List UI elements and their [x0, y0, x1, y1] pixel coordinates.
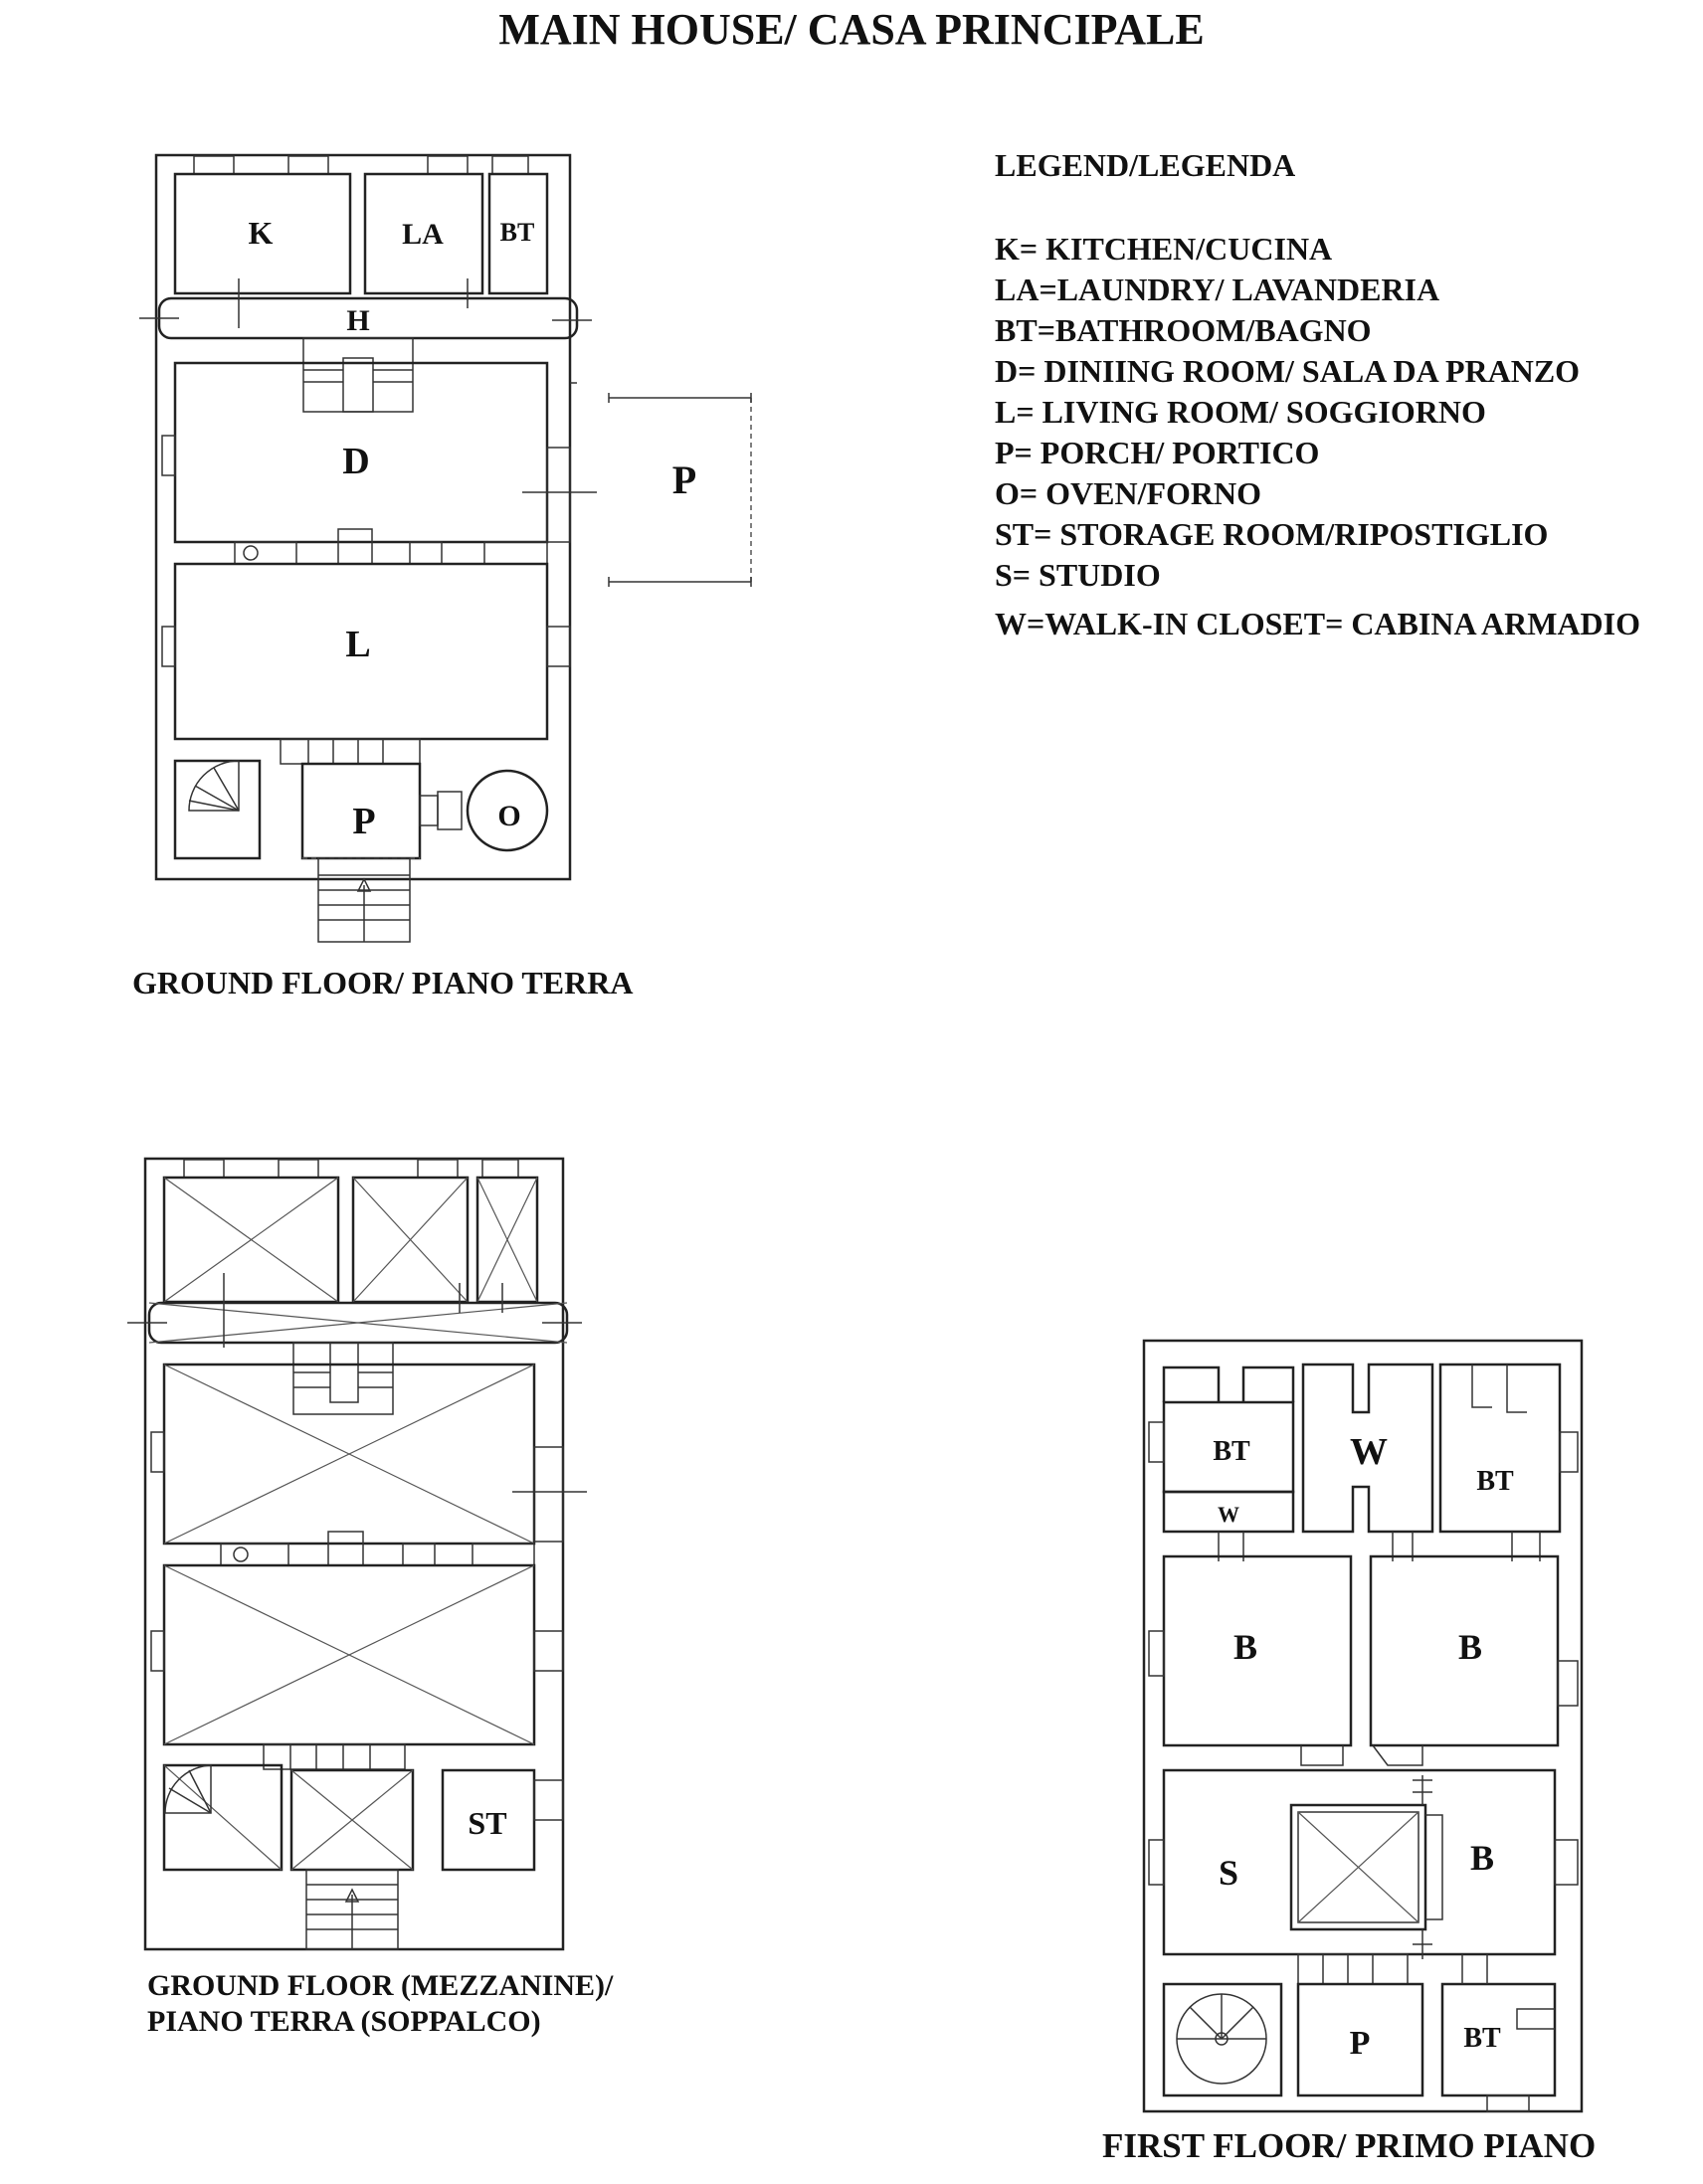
room-label-dining: D — [342, 441, 370, 482]
legend-item: L= LIVING ROOM/ SOGGIORNO — [995, 394, 1486, 430]
mezzanine-caption-line2: PIANO TERRA (SOPPALCO) — [147, 2005, 541, 2038]
room-label-kitchen: K — [248, 215, 274, 251]
legend-item: K= KITCHEN/CUCINA — [995, 231, 1333, 267]
room-label-living: L — [345, 624, 371, 665]
legend-item: D= DINIING ROOM/ SALA DA PRANZO — [995, 353, 1581, 389]
first-spiral-stair — [1164, 1984, 1281, 2095]
room-label-laundry: LA — [402, 218, 444, 251]
ground-floor-plan — [139, 155, 751, 942]
room-label-bathroom-3: BT — [1463, 2023, 1501, 2054]
room-label-bathroom: BT — [499, 218, 535, 247]
room-label-oven: O — [497, 800, 521, 832]
room-label-bedroom-3: B — [1469, 1838, 1495, 1878]
room-label-bathroom-2: BT — [1476, 1466, 1514, 1497]
room-label-studio: S — [1218, 1853, 1239, 1893]
legend-item: P= PORCH/ PORTICO — [995, 435, 1320, 470]
legend-item: W=WALK-IN CLOSET= CABINA ARMADIO — [995, 606, 1640, 641]
room-label-porch-side: P — [671, 457, 697, 502]
mezzanine-plan — [127, 1159, 587, 1949]
legend-item: BT=BATHROOM/BAGNO — [995, 312, 1372, 348]
room-label-small-closet: W — [1218, 1502, 1239, 1527]
legend-item: S= STUDIO — [995, 557, 1161, 593]
legend-item: LA=LAUNDRY/ LAVANDERIA — [995, 272, 1440, 307]
legend-title: LEGEND/LEGENDA — [995, 147, 1296, 183]
first-floor-caption: FIRST FLOOR/ PRIMO PIANO — [1102, 2126, 1597, 2165]
legend-item: ST= STORAGE ROOM/RIPOSTIGLIO — [995, 516, 1549, 552]
room-label-walk-in-closet: W — [1350, 1431, 1388, 1473]
room-label-hall: H — [346, 304, 370, 337]
room-label-porch: P — [1349, 2025, 1371, 2062]
room-label-porch-front: P — [352, 801, 376, 842]
first-floor-plan — [1144, 1341, 1582, 2111]
legend-item: O= OVEN/FORNO — [995, 475, 1262, 511]
room-label-bedroom-2: B — [1457, 1627, 1483, 1667]
mezzanine-caption-line1: GROUND FLOOR (MEZZANINE)/ — [147, 1969, 614, 2002]
room-label-bedroom-1: B — [1232, 1627, 1258, 1667]
ground-floor-caption: GROUND FLOOR/ PIANO TERRA — [132, 965, 634, 1001]
spiral-stair — [175, 761, 260, 858]
room-label-storage: ST — [468, 1805, 507, 1841]
page-title: MAIN HOUSE/ CASA PRINCIPALE — [498, 5, 1205, 54]
room-label-bathroom-1: BT — [1213, 1436, 1250, 1467]
first-bathroom-2 — [1440, 1365, 1560, 1532]
